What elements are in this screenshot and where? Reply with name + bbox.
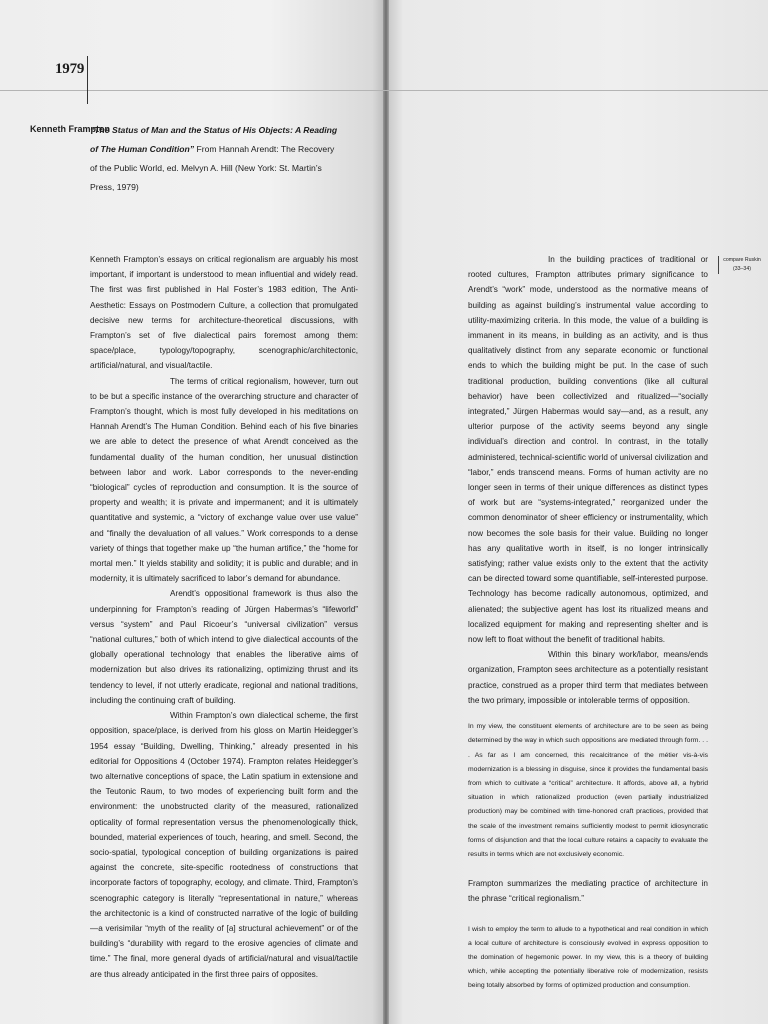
page-year: 1979: [55, 61, 85, 77]
entry-citation: [90, 121, 340, 197]
book-gutter: [383, 0, 389, 1024]
year-divider: [87, 56, 88, 104]
left-paragraph-1: Kenneth Frampton’s essays on critical regionalism are arguably his most important, if important is understood to mean influential and widely read. The first was first published in Hal Foster’s 1983 edition, The Anti-Aesthetic: Essays on Postmodern Culture, a collection that promulgated decisive new terms for architecture-theoretical discussions, with Frampton’s set of five dialectical pairs foremost among them: space/place, typology/topography, scenographic/architectonic, artificial/natural, and visual/tactile.: [90, 255, 358, 371]
entry-author: Kenneth Frampton: [30, 124, 110, 134]
block-quote-1: In my view, the constituent elements of architecture are to be seen as being determined by the way in which such oppositions are mediated through form. . . . As far as I am concerned, this recalcitrance of the métier vis-à-vis modernization is a blessing in disguise, since it provides the fundamental basis from which to cultivate a “critical” architecture. It affords, above all, a hybrid situation in which rationalized production (even partially industrialized production) may be combined with time-honored craft practices, provided that the scale of the investment remains sufficiently modest to permit idiosyncratic forms of disjunction and that the local culture retains a capacity to evaluate the results in terms which are not exclusively economic.: [468, 723, 708, 858]
entry-title: “The Status of Man and the Status of His Objects: A Reading of The Human Condition”: [90, 125, 338, 154]
right-column: [468, 252, 708, 1008]
right-paragraph-1: In the building practices of traditional or rooted cultures, Frampton attributes primary significance to Arendt’s “work” mode, understood as the normative means of building as against building’s instrumental value according to utility-maximizing criteria. In this mode, the value of a building is immanent in its means, in building as an activity, and is thus qualitatively distinct from any separate economic or functional ends to which the building might be put. In the case of such traditional production, building conventions (like all cultural behavior) have been collectivized and ritualized—“socially integrated,” Jürgen Habermas would say—and, as a result, any ulterior purpose of the activity seems beyond any single individual’s direction and control. In contrast, in the totally administered, technical-scientific world of universal civilization and “labor,” ends transcend means. Forms of human activity are no longer seen in terms of their unique differences as distinct types of work but are “systems-integrated,” reorganized under the common denominator of sheer efficiency or instrumentality, which now becomes the sole basis for their value. Building no longer has any qualitative worth in itself, is no longer intrinsically satisfying; rather value exists only to the extent that the activity can be directed toward some quantifiable, self-interested purpose. Technology has become radically autonomous, optimized, and alienated; the subjective agent has lost its ritualized means and localized equipment for making and representing shelter and is now left to float without the benefit of traditional habits.: [468, 255, 708, 645]
right-paragraph-2: Within this binary work/labor, means/ends organization, Frampton sees architecture as a potentially resistant practice, construed as a proper third term that mediates between the two primary, impossible or intolerable terms of opposition.: [468, 650, 708, 705]
left-paragraph-2: The terms of critical regionalism, however, turn out to be but a specific instance of the overarching structure and character of Frampton’s thought, which is most fully developed in his meditations on Hannah Arendt’s The Human Condition. Behind each of his five binaries we are able to detect the presence of what Arendt conceived as the fundamental duality of the human condition, her unusual distinction between labor and work. Labor corresponds to the never-ending “biological” cycles of reproduction and consumption. It is the source of property and wealth; it is private and impermanent; and it is ultimately quantitative and systemic, a “victory of exchange value over use value” and “finally the devaluation of all values.” Work corresponds to a dense variety of things that together make up “the human artifice,” the “home for mortal men.” It yields stability and solidity; it is public and durable; and in modernity, it is ultimately sacrificed to labor’s demand for abundance.: [90, 376, 358, 584]
left-paragraph-3: Arendt’s oppositional framework is thus also the underpinning for Frampton’s reading of Jürgen Habermas’s “lifeworld” versus “system” and Paul Ricoeur’s “universal civilization” versus “national cultures,” both of which intend to give dialectical accounts of the globally operational technology that enables the liberative aims of modernization but also drives its rationalizing, optimizing thrust and its tendency to level, if not utterly eradicate, regional and national traditions, including the continuing craft of building.: [90, 589, 358, 705]
block-quote-2: I wish to employ the term to allude to a hypothetical and real condition in which a local culture of architecture is consciously evolved in express opposition to the domination of hegemonic power. In my view, this is a theory of building which, while accepting the potentially liberative role of modernization, resists being totally absorbed by forms of optimized production and consumption.: [468, 925, 708, 990]
left-column: [90, 252, 358, 982]
header-rule: [0, 90, 768, 91]
margin-note-label: compare Ruskin: [723, 257, 761, 263]
margin-note-pages: (33–34): [733, 266, 751, 272]
margin-note: [718, 256, 762, 274]
left-paragraph-4: Within Frampton’s own dialectical scheme, the first opposition, space/place, is derived from his gloss on Martin Heidegger’s 1954 essay “Building, Dwelling, Thinking,” already presented in his editorial for Oppositions 4 (October 1974). Frampton relates Heidegger’s two alternative conceptions of space, the Latin spatium in extensione and the Teutonic Raum, to two modes of experiencing built form and the environment: the unobstructed clarity of the measured, rationalized opticality of formal representation versus the phenomenologically thick, bounded, material experiences of touch, hearing, and smell. Second, the socio-spatial, typological conception of building organizations is paired against the concrete, site-specific rootedness of constructions that incorporate factors of topography, ecology, and climate. Third, Frampton’s scenographic category is literally “representational in nature,” whereas the architectonic is a kind of constructed narrative of the logic of building—a verisimilar “myth of the reality of [a] structural achievement” or of the building’s “durability with regard to the erosive agencies of climate and time.” The final, more general dyads of artificial/natural and visual/tactile are thus already anticipated in the first three pairs of opposites.: [90, 711, 358, 979]
entry-source: From Hannah Arendt: The Recovery of the Public World, ed. Melvyn A. Hill (New York: St. Martin’s Press, 1979): [90, 144, 335, 192]
right-paragraph-3: Frampton summarizes the mediating practice of architecture in the phrase “critical regionalism.”: [468, 879, 708, 904]
